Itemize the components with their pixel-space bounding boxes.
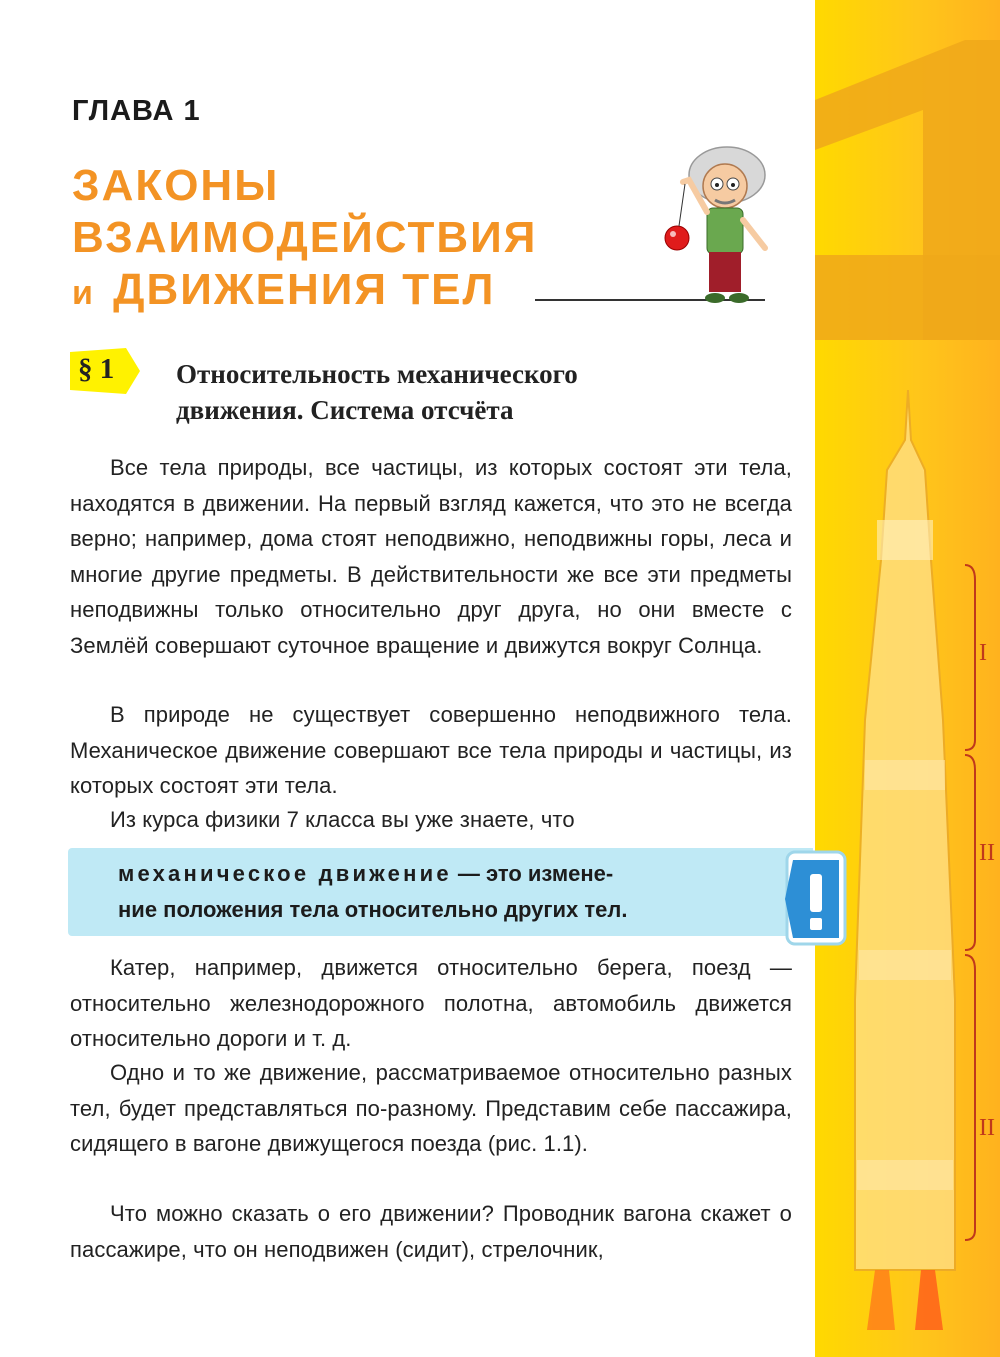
stage-label-1: I xyxy=(979,640,987,666)
scientist-mascot-icon xyxy=(655,140,785,310)
definition-text xyxy=(118,856,738,927)
paragraph-4: Катер, например, движется относительно берега, поезд — относительно железнодорожного полотна, автомобиль движется относительно дороги и т. д. xyxy=(70,955,792,1051)
chapter-label: ГЛАВА 1 xyxy=(72,95,201,127)
section-title xyxy=(176,356,796,428)
chapter-side-strip xyxy=(815,0,1000,1357)
chapter-title-line1: ЗАКОНЫ xyxy=(72,161,280,210)
stage-label-2: II xyxy=(979,840,995,866)
chapter-title-line3 xyxy=(72,264,537,319)
stage-label-3: II xyxy=(979,1115,995,1141)
exclamation-icon xyxy=(785,850,847,946)
section-number: § 1 xyxy=(78,353,115,385)
chapter-title-and: и xyxy=(72,274,93,312)
paragraph-2: В природе не существует совершенно неподвижного тела. Механическое движение совершают все тела природы и частицы, из которых состоят эти тела. xyxy=(70,702,792,798)
paragraph-1: Все тела природы, все частицы, из которых состоят эти тела, находятся в движении. На первый взгляд кажется, что это не всегда верно; например, дома стоят неподвижно, неподвижны горы, леса и многие другие предметы. В действительности же все эти предметы неподвижны только относительно друг друга, но они вместе с Землёй совершают суточное вращение и движутся вокруг Солнца. xyxy=(70,455,792,658)
definition-line1 xyxy=(118,856,738,892)
paragraph-5: Одно и то же движение, рассматриваемое относительно разных тел, будет представляться по-разному. Представим себе пассажира, сидящего в вагоне движущегося поезда (рис. 1.1). xyxy=(70,1060,792,1156)
definition-line2: ние положения тела относительно других тел. xyxy=(118,896,628,922)
chapter-title xyxy=(72,160,537,319)
rocket-illustration xyxy=(815,0,1000,1357)
section-title-line2: движения. Система отсчёта xyxy=(176,395,514,425)
paragraph-6: Что можно сказать о его движении? Проводник вагона скажет о пассажире, что он неподвижен (сидит), стрелочник, xyxy=(70,1201,792,1262)
chapter-title-line2: ВЗАИМОДЕЙСТВИЯ xyxy=(72,213,538,262)
definition-rest: — это измене- xyxy=(451,861,614,886)
chapter-title-line3-text: ДВИЖЕНИЯ ТЕЛ xyxy=(113,265,496,314)
definition-term: механическое движение xyxy=(118,861,452,886)
section-title-line1: Относительность механического xyxy=(176,359,578,389)
paragraph-3: Из курса физики 7 класса вы уже знаете, что xyxy=(110,807,575,832)
